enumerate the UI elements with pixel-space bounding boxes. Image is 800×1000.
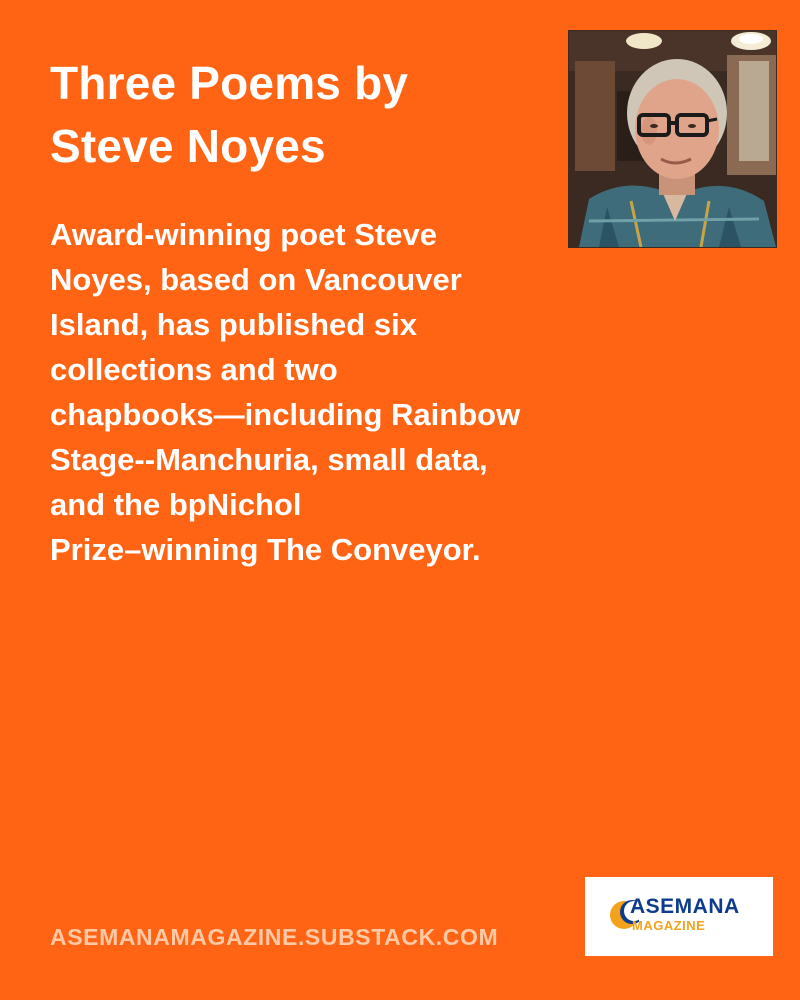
bio-line: chapbooks—including Rainbow [50,397,521,432]
bio-line: Award-winning poet Steve [50,217,437,252]
article-title [50,52,560,178]
logo-word-asemana: ASEMANA [630,895,740,918]
logo-word-magazine: MAGAZINE [632,918,706,933]
bio-line: Stage--Manchuria, small data, [50,442,488,477]
substack-url[interactable]: ASEMANAMAGAZINE.SUBSTACK.COM [50,924,499,950]
title-line: Steve Noyes [50,120,326,172]
bio-line: Prize–winning The Conveyor. [50,532,481,567]
bio-line: Island, has published six [50,307,417,342]
author-bio [50,212,690,572]
asemana-logo [585,877,773,956]
bio-line: Noyes, based on Vancouver [50,262,462,297]
bio-line: collections and two [50,352,338,387]
title-line: Three Poems by [50,57,409,109]
bio-line: and the bpNichol [50,487,302,522]
